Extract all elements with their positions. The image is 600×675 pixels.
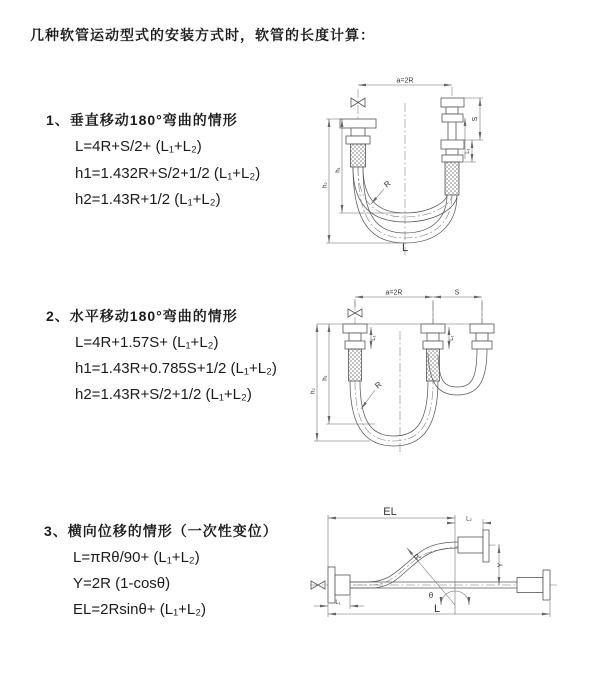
dim-label-a2r: a=2R: [396, 77, 414, 85]
flange-plate: [483, 530, 489, 562]
flange-hub: [335, 575, 350, 595]
right-fitting-original: [517, 570, 550, 600]
length-label: L: [401, 242, 409, 254]
flange: [340, 119, 376, 128]
flange-neck: [446, 149, 458, 155]
flange-plate: [328, 567, 335, 603]
dim-label-h2: h₂: [310, 388, 317, 394]
radius-label: R: [382, 178, 393, 190]
flange: [343, 324, 367, 333]
flange-neck: [427, 333, 439, 341]
dim-label-l1: L₁: [465, 148, 471, 154]
dimensions: [314, 506, 550, 617]
braid-section: [445, 162, 459, 195]
dim-label-h2: h₂: [322, 182, 329, 188]
diagram-horizontal-180-bend: [305, 283, 595, 473]
flange-plate: [543, 570, 550, 600]
dim-label-l: L: [433, 603, 441, 615]
flange-neck: [349, 333, 361, 341]
flange-hub: [458, 537, 483, 553]
flange-neck: [476, 333, 488, 341]
braid-section: [349, 349, 362, 381]
formula-s1-h1: h1=1.432R+S/2+1/2 (L₁+L₂): [75, 165, 261, 182]
formula-s1-length: L=4R+S/2+ (L₁+L₂): [75, 138, 202, 155]
centerlines: [358, 87, 452, 255]
formula-s2-h1: h1=1.43R+0.785S+1/2 (L₁+L₂): [75, 360, 277, 377]
page-title: 几种软管运动型式的安装方式时，软管的长度计算：: [30, 27, 375, 43]
dim-label-el: EL: [383, 506, 397, 518]
dim-label-s: S: [472, 116, 479, 122]
flange-neck: [351, 128, 365, 136]
right-fitting: [470, 324, 494, 349]
flange: [470, 324, 494, 333]
formula-s3-length: L=πRθ/90+ (L₁+L₂): [73, 549, 200, 566]
flange: [441, 98, 464, 107]
flange: [421, 324, 445, 333]
dim-label-l1: L₁: [335, 600, 341, 606]
formula-s2-h2: h2=1.43R+S/2+1/2 (L₁+L₂): [75, 386, 252, 403]
right-fittings: [441, 98, 464, 195]
dim-label-l2: L₂: [466, 516, 472, 523]
section-3-heading: 3、横向位移的情形（一次性变位）: [44, 523, 278, 539]
hose-loops: [350, 349, 487, 446]
dim-label-l1-mid: L₁: [449, 335, 455, 341]
flange-collar: [345, 341, 365, 349]
formula-s1-h2: h2=1.43R+1/2 (L₁+L₂): [75, 191, 221, 208]
middle-fitting: [421, 324, 445, 381]
flange-collar: [346, 136, 370, 144]
hoses: [350, 542, 517, 588]
angle-label: θ: [428, 591, 434, 600]
radius-label: R: [412, 552, 423, 563]
section-2-heading: 2、水平移动180°弯曲的情形: [46, 308, 238, 324]
dim-label-a2r: a=2R: [385, 289, 403, 297]
dim-label-h1: h₁: [322, 375, 329, 381]
section-1-heading: 1、垂直移动180°弯曲的情形: [46, 112, 238, 128]
flange-collar: [472, 341, 492, 349]
flange-collar: [442, 114, 463, 122]
dimensions: [311, 290, 483, 442]
formula-s3-y: Y=2R (1-cosθ): [73, 575, 171, 592]
flange: [441, 140, 464, 149]
dim-label-s: S: [454, 289, 460, 297]
dim-label-y: Y: [497, 562, 505, 568]
flange-collar: [423, 341, 443, 349]
diagram-vertical-180-bend: [315, 75, 585, 260]
formula-s2-length: L=4R+1.57S+ (L₁+L₂): [75, 334, 219, 351]
formula-s3-el: EL=2Rsinθ+ (L₁+L₂): [73, 601, 207, 618]
valve-icon: [348, 309, 362, 317]
braid-section: [427, 349, 440, 381]
diagram-lateral-displacement: [305, 505, 600, 660]
flange-hub: [517, 578, 543, 593]
radius-label: R: [373, 379, 384, 391]
dim-label-h1: h₁: [335, 167, 342, 173]
dim-label-l1-left: L₁: [371, 335, 377, 341]
right-fitting-displaced: [458, 530, 489, 562]
flange-collar: [442, 155, 463, 162]
braid-section: [351, 144, 366, 167]
flange-neck: [446, 107, 458, 114]
